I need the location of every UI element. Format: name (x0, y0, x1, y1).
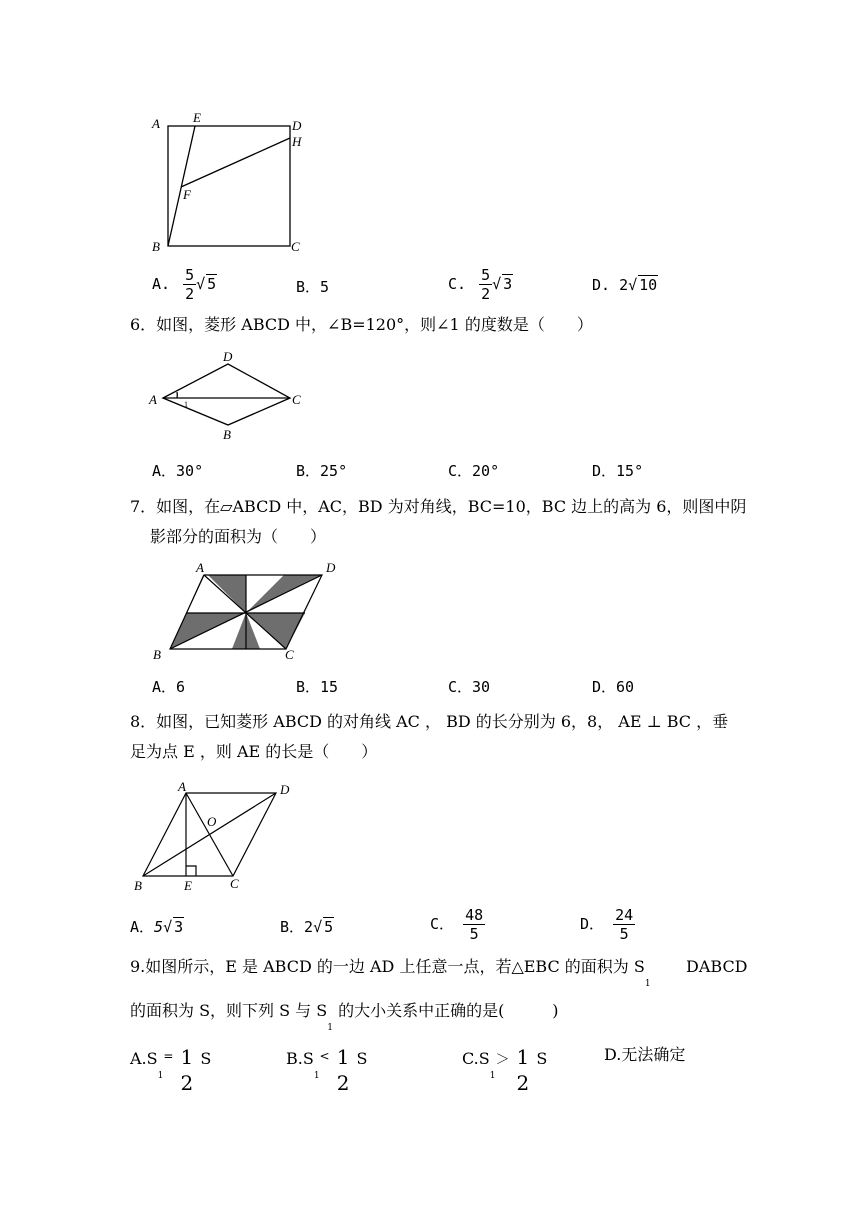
q9-option-b: $B.S_1^<$ 1 2 S (286, 1045, 368, 1095)
q8-option-c: C． $\frac{48}{5}$ (430, 906, 484, 943)
q6-option-d: D．15° (592, 462, 644, 480)
q9-option-a: $A.S_1^=$ 1 2 S (130, 1045, 212, 1095)
fig5-label-c: C (291, 239, 300, 254)
q7-option-a: A．6 (152, 678, 186, 696)
q7-option-d: D．60 (592, 678, 635, 696)
q5-option-c: C. $\frac{5}{2}$ √ 3 (448, 266, 513, 303)
fig8-label-a: A (178, 779, 186, 794)
q7-stem-line2: 影部分的面积为（ ） (150, 527, 327, 546)
q6-option-b: B．25° (296, 462, 348, 480)
q5-option-a: A. $\frac{5}{2}$ √ 5 (152, 266, 217, 303)
q7-option-c: C．30 (448, 678, 491, 696)
fig8-label-o: O (207, 814, 217, 829)
q6-option-c: C．20° (448, 462, 500, 480)
q8-stem-line1: 8．如图，已知菱形 ABCD 的对角线 AC ， BD 的长分别为 6，8， AE ⊥ BC ，垂 (130, 712, 729, 731)
q8-option-a: A．5√ 3 (130, 918, 184, 936)
q9-option-c: $C.S_1>$ 1 2 S (462, 1045, 548, 1095)
fig7-label-c: C (285, 647, 294, 662)
fig7-label-a: A (196, 560, 204, 575)
q9-stem-tail1: DABCD (686, 957, 748, 976)
fig6-label-1: 1 (184, 400, 188, 409)
fig6-label-d: D (223, 349, 233, 364)
fig5-label-e: E (193, 110, 201, 125)
fig7-label-d: D (326, 560, 336, 575)
q6-stem: 6．如图，菱形 ABCD 中，∠B=120°，则∠1 的度数是（ ） (130, 315, 593, 334)
q9-stem-line1: 9.如图所示，E 是 ABCD 的一边 AD 上任意一点，若△EBC 的面积为 $S_1$ (130, 957, 651, 989)
q9-option-d: D.无法确定 (604, 1045, 686, 1064)
fig5-label-a: A (152, 116, 160, 131)
q8-option-b: B．2√ 5 (280, 918, 334, 936)
fig7-label-b: B (153, 647, 161, 662)
fig5-label-h: H (292, 134, 302, 149)
q5-option-d: D. 2√ 10 (592, 276, 658, 294)
q7-stem-line1: 7．如图，在▱ABCD 中，AC，BD 为对角线，BC=10，BC 边上的高为 6，则图中阴 (130, 497, 747, 516)
fig6-label-b: B (223, 427, 231, 442)
fig5-label-d: D (292, 118, 302, 133)
q7-option-b: B．15 (296, 678, 339, 696)
q5-option-b: B．5 (296, 278, 330, 296)
fig8-label-b: B (134, 878, 142, 893)
fig6-label-a: A (149, 392, 157, 407)
q8-option-d: D． $\frac{24}{5}$ (580, 906, 634, 943)
q6-option-a: A．30° (152, 462, 204, 480)
fig8-label-e: E (184, 878, 192, 893)
fig8-label-c: C (230, 876, 239, 891)
fig6-label-c: C (292, 392, 301, 407)
fig8-label-d: D (280, 782, 290, 797)
fig5-label-b: B (152, 239, 160, 254)
q8-stem-line2: 足为点 E ，则 AE 的长是（ ） (130, 742, 378, 761)
q9-stem-line2: 的面积为 S，则下列 S 与 $S_1$ 的大小关系中正确的是( ) (130, 1001, 559, 1033)
fig5-label-f: F (183, 187, 191, 202)
